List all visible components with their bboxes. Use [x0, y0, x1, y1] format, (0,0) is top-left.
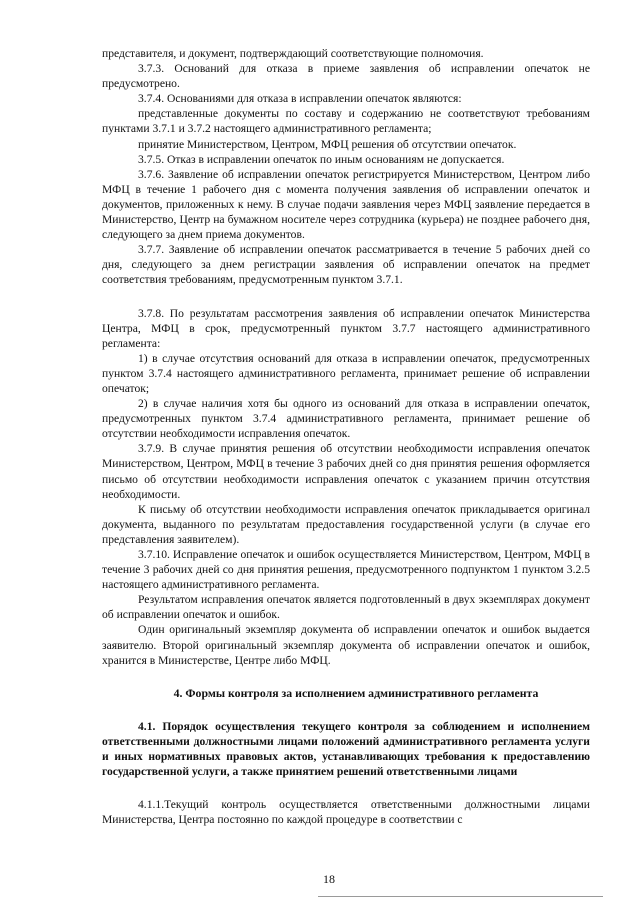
- paragraph-3-7-9-attachment: К письму об отсутствии необходимости исправления опечаток прикладывается оригинал документа, выданного по результатам предоставления государственной услуги (в случае его представления заявителем).: [102, 502, 590, 546]
- spacer: [102, 779, 590, 797]
- paragraph-3-7-10-result: Результатом исправления опечаток является подготовленный в двух экземплярах документ об исправлении опечаток и ошибок.: [102, 593, 590, 622]
- paragraph-group-3-7-top: [102, 46, 590, 288]
- document-body: [102, 46, 590, 827]
- paragraph-group-3-7-mid: [102, 306, 590, 668]
- paragraph-3-7-8: 3.7.8. По результатам рассмотрения заявления об исправлении опечаток Министерства Центра, МФЦ в срок, предусмотренный пунктом 3.7.7 настоящего административного регламента:: [102, 306, 590, 350]
- paragraph-3-7-4-item-1: представленные документы по составу и содержанию не соответствуют требованиям пунктами 3.7.1 и 3.7.2 настоящего административного регламента;: [102, 107, 590, 136]
- paragraph-continuation: представителя, и документ, подтверждающий соответствующие полномочия.: [102, 47, 484, 60]
- paragraph-3-7-7: 3.7.7. Заявление об исправлении опечаток рассматривается в течение 5 рабочих дней со дня, следующего за днем регистрации заявления об исправлении опечаток на предмет соответствия требованиям, предусмотренным пунктом 3.7.1.: [102, 243, 590, 287]
- subsection-title: 4.1. Порядок осуществления текущего контроля за соблюдением и исполнением ответственными должностными лицами положений административного регламента услуги и иных нормативных правовых актов, устанавливающих требования к предоставлению государственной услуги, а также принятием решений ответственными лицами: [102, 719, 590, 779]
- spacer: [102, 288, 590, 306]
- paragraph-3-7-8-item-1: 1) в случае отсутствия оснований для отказа в исправлении опечаток, предусмотренных пунктом 3.7.4 настоящего административного регламента, принимает решение об исправлении опечаток;: [102, 351, 590, 395]
- paragraph-3-7-10-copies: Один оригинальный экземпляр документа об исправлении опечаток и ошибок выдается заявителю. Второй оригинальный экземпляр документа об исправлении опечаток и ошибок, хранится в Министерстве, Центре либо МФЦ.: [102, 623, 590, 667]
- scan-edge-line: [318, 896, 603, 897]
- paragraph-3-7-8-item-2: 2) в случае наличия хотя бы одного из оснований для отказа в исправлении опечаток, предусмотренных пунктом 3.7.4 административного регламента, принимает решение об отсутствии необходимости исправления опечаток.: [102, 397, 590, 441]
- spacer: [102, 668, 590, 686]
- paragraph-3-7-4-item-2: принятие Министерством, Центром, МФЦ решения об отсутствии опечаток.: [138, 137, 517, 151]
- paragraph-3-7-5: 3.7.5. Отказ в исправлении опечаток по иным основаниям не допускается.: [138, 152, 505, 166]
- paragraph-3-7-3: 3.7.3. Оснований для отказа в приеме заявления об исправлении опечаток не предусмотрено.: [102, 62, 590, 91]
- paragraph-3-7-10: 3.7.10. Исправление опечаток и ошибок осуществляется Министерством, Центром, МФЦ в течение 3 рабочих дней со дня принятия решения, предусмотренного подпунктом 1 пунктом 3.2.5 настоящего административного регламента.: [102, 548, 590, 592]
- section-title: 4. Формы контроля за исполнением административного регламента: [173, 685, 539, 700]
- paragraph-4-1-1: 4.1.1.Текущий контроль осуществляется ответственными должностными лицами Министерства, Центра постоянно по каждой процедуре в соответствии с: [102, 798, 590, 827]
- page-number: 18: [323, 872, 335, 886]
- paragraph-3-7-9: 3.7.9. В случае принятия решения об отсутствии необходимости исправления опечаток Министерством, Центром, МФЦ в течение 3 рабочих дней со дня принятия решения оформляется письмо об отсутствии необходимости исправления опечаток с указанием причин отсутствия необходимости.: [102, 442, 590, 501]
- paragraph-3-7-4: 3.7.4. Основаниями для отказа в исправлении опечаток являются:: [138, 92, 462, 106]
- paragraph-3-7-6: 3.7.6. Заявление об исправлении опечаток регистрируется Министерством, Центром либо МФЦ в течение 1 рабочего дня с момента получения заявления об исправлении опечаток и документов, приложенных к нему. В случае подачи заявления через МФЦ заявление передается в Министерство, Центр на бумажном носителе через сотрудника (курьера) не позднее рабочего дня, следующего за днем приема документов.: [102, 167, 590, 242]
- spacer: [102, 701, 590, 719]
